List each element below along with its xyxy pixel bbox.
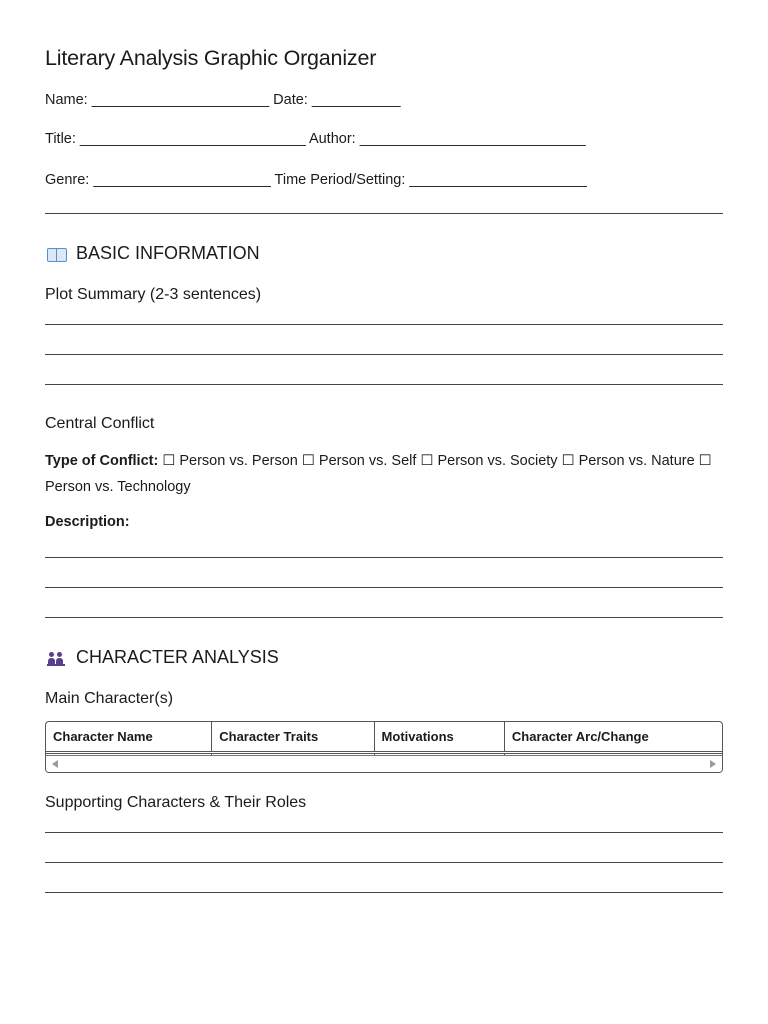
table-horizontal-scrollbar[interactable] — [46, 755, 722, 772]
genre-setting-fields: Genre: ______________________ Time Period/Setting: ______________________ — [45, 172, 587, 188]
section-heading-basic-information — [45, 243, 260, 264]
section-heading-character-analysis — [45, 647, 279, 668]
supporting-characters-heading: Supporting Characters & Their Roles — [45, 794, 307, 811]
page-title: Literary Analysis Graphic Organizer — [45, 46, 377, 70]
scroll-right-arrow-icon[interactable] — [710, 760, 716, 768]
conflict-type-label: Type of Conflict: — [45, 453, 159, 469]
scroll-left-arrow-icon[interactable] — [52, 760, 58, 768]
title-author-fields: Title: ____________________________ Author: ____________________________ — [45, 131, 586, 147]
description-label: Description: — [45, 514, 130, 530]
open-book-icon — [45, 245, 67, 263]
supporting-characters-line — [45, 892, 723, 893]
description-line — [45, 617, 723, 618]
plot-summary-line — [45, 324, 723, 325]
central-conflict-heading: Central Conflict — [45, 415, 155, 432]
people-icon — [45, 649, 67, 667]
section-heading-text: CHARACTER ANALYSIS — [76, 647, 279, 667]
table-header-motivations: Motivations — [374, 722, 504, 753]
supporting-characters-line — [45, 832, 723, 833]
character-table — [46, 722, 722, 755]
description-line — [45, 557, 723, 558]
table-header-character-arc: Character Arc/Change — [504, 722, 722, 753]
conflict-options-text: ☐ Person vs. Person ☐ Person vs. Self ☐ Person vs. Society ☐ Person vs. Nature ☐ Person vs. Technology — [45, 453, 712, 495]
plot-summary-line — [45, 354, 723, 355]
section-heading-text: BASIC INFORMATION — [76, 243, 260, 263]
table-header-character-name: Character Name — [46, 722, 212, 753]
table-header-character-traits: Character Traits — [212, 722, 374, 753]
description-line — [45, 587, 723, 588]
supporting-characters-line — [45, 862, 723, 863]
conflict-type-options — [45, 448, 723, 500]
character-table-container — [45, 721, 723, 773]
name-date-fields: Name: ______________________ Date: ___________ — [45, 92, 401, 108]
plot-summary-heading: Plot Summary (2-3 sentences) — [45, 286, 262, 303]
main-characters-heading: Main Character(s) — [45, 690, 174, 707]
header-divider — [45, 213, 723, 214]
plot-summary-line — [45, 384, 723, 385]
